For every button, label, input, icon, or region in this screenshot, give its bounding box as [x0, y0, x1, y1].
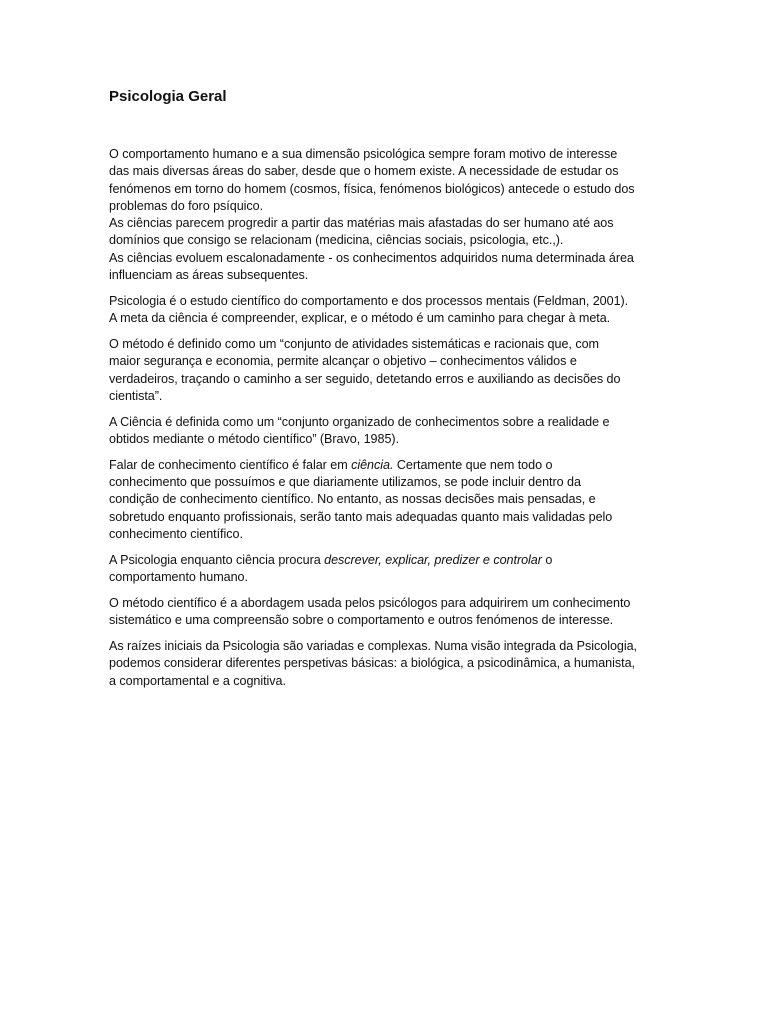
text-line	[109, 388, 659, 405]
text-line	[109, 198, 659, 215]
text-line	[109, 414, 659, 431]
text-line	[109, 595, 659, 612]
text-line	[109, 267, 659, 284]
text-line	[109, 232, 659, 249]
text-line	[109, 569, 659, 586]
paragraph	[109, 552, 659, 587]
text-line	[109, 250, 659, 267]
text-line	[109, 336, 659, 353]
text-segment: verdadeiros, traçando o caminho a ser seguido, detetando erros e auxiliando as decisões do	[109, 371, 621, 386]
text-segment: conhecimento que possuímos e que diariamente utilizamos, se pode incluir dentro da	[109, 475, 581, 490]
paragraph	[109, 293, 659, 328]
text-line	[109, 293, 659, 310]
text-segment: sobretudo enquanto profissionais, serão tanto mais adequadas quanto mais validadas pelo	[109, 509, 613, 524]
text-segment: influenciam as áreas subsequentes.	[109, 268, 309, 283]
text-segment: condição de conhecimento científico. No entanto, as nossas decisões mais pensadas, e	[109, 492, 596, 507]
text-segment: A Ciência é definida como um “conjunto organizado de conhecimentos sobre a realidade e	[109, 414, 610, 429]
paragraph	[109, 146, 659, 284]
text-segment: As ciências parecem progredir a partir das matérias mais afastadas do ser humano até aos	[109, 216, 614, 231]
text-segment: conhecimento científico.	[109, 526, 243, 541]
text-segment: das mais diversas áreas do saber, desde que o homem existe. A necessidade de estudar os	[109, 164, 619, 179]
paragraph	[109, 638, 659, 690]
text-segment: As ciências evoluem escalonadamente - os conhecimentos adquiridos numa determinada área	[109, 250, 634, 265]
text-segment: sistemático e uma compreensão sobre o comportamento e outros fenómenos de interesse.	[109, 613, 614, 628]
text-line	[109, 215, 659, 232]
text-segment: O método é definido como um “conjunto de atividades sistemáticas e racionais que, com	[109, 336, 599, 351]
text-line	[109, 371, 659, 388]
text-line	[109, 655, 659, 672]
text-segment: comportamento humano.	[109, 570, 248, 585]
document-page	[109, 88, 659, 698]
text-segment: Psicologia é o estudo científico do comportamento e dos processos mentais (Feldman, 2001).	[109, 293, 629, 308]
text-segment: cientista”.	[109, 388, 163, 403]
text-segment: Falar de conhecimento científico é falar em	[109, 457, 352, 472]
paragraph	[109, 457, 659, 543]
text-segment: o	[541, 552, 553, 567]
document-body	[109, 146, 659, 690]
text-segment: A meta da ciência é compreender, explicar, e o método é um caminho para chegar à meta.	[109, 311, 611, 326]
text-line	[109, 353, 659, 370]
text-line	[109, 491, 659, 508]
text-line	[109, 457, 659, 474]
paragraph	[109, 414, 659, 449]
text-line	[109, 673, 659, 690]
text-line	[109, 310, 659, 327]
text-line	[109, 509, 659, 526]
text-segment: A Psicologia enquanto ciência procura	[109, 552, 325, 567]
text-line	[109, 552, 659, 569]
text-line	[109, 526, 659, 543]
text-segment: maior segurança e economia, permite alcançar o objetivo – conhecimentos válidos e	[109, 354, 577, 369]
text-line	[109, 431, 659, 448]
text-segment: Certamente que nem todo o	[393, 457, 553, 472]
text-line	[109, 612, 659, 629]
paragraph	[109, 336, 659, 405]
text-segment: O comportamento humano e a sua dimensão psicológica sempre foram motivo de interesse	[109, 147, 618, 161]
text-line	[109, 181, 659, 198]
text-segment: As raízes iniciais da Psicologia são variadas e complexas. Numa visão integrada da Psicologia,	[109, 638, 638, 653]
text-line	[109, 163, 659, 180]
emphasis-text: ciência.	[351, 457, 394, 472]
text-segment: a comportamental e a cognitiva.	[109, 673, 286, 688]
paragraph	[109, 595, 659, 630]
text-segment: problemas do foro psíquico.	[109, 198, 264, 213]
text-segment: fenómenos em torno do homem (cosmos, física, fenómenos biológicos) antecede o estudo dos	[109, 181, 635, 196]
document-title: Psicologia Geral	[109, 88, 227, 105]
text-line	[109, 474, 659, 491]
text-segment: domínios que consigo se relacionam (medicina, ciências sociais, psicologia, etc.,).	[109, 233, 564, 248]
text-segment: podemos considerar diferentes perspetivas básicas: a biológica, a psicodinâmica, a humanista,	[109, 656, 635, 671]
text-segment: O método científico é a abordagem usada pelos psicólogos para adquirirem um conhecimento	[109, 595, 631, 610]
text-line	[109, 638, 659, 655]
text-line	[109, 146, 659, 163]
emphasis-text: descrever, explicar, predizer e controlar	[324, 552, 542, 567]
text-segment: obtidos mediante o método científico” (Bravo, 1985).	[109, 431, 400, 446]
